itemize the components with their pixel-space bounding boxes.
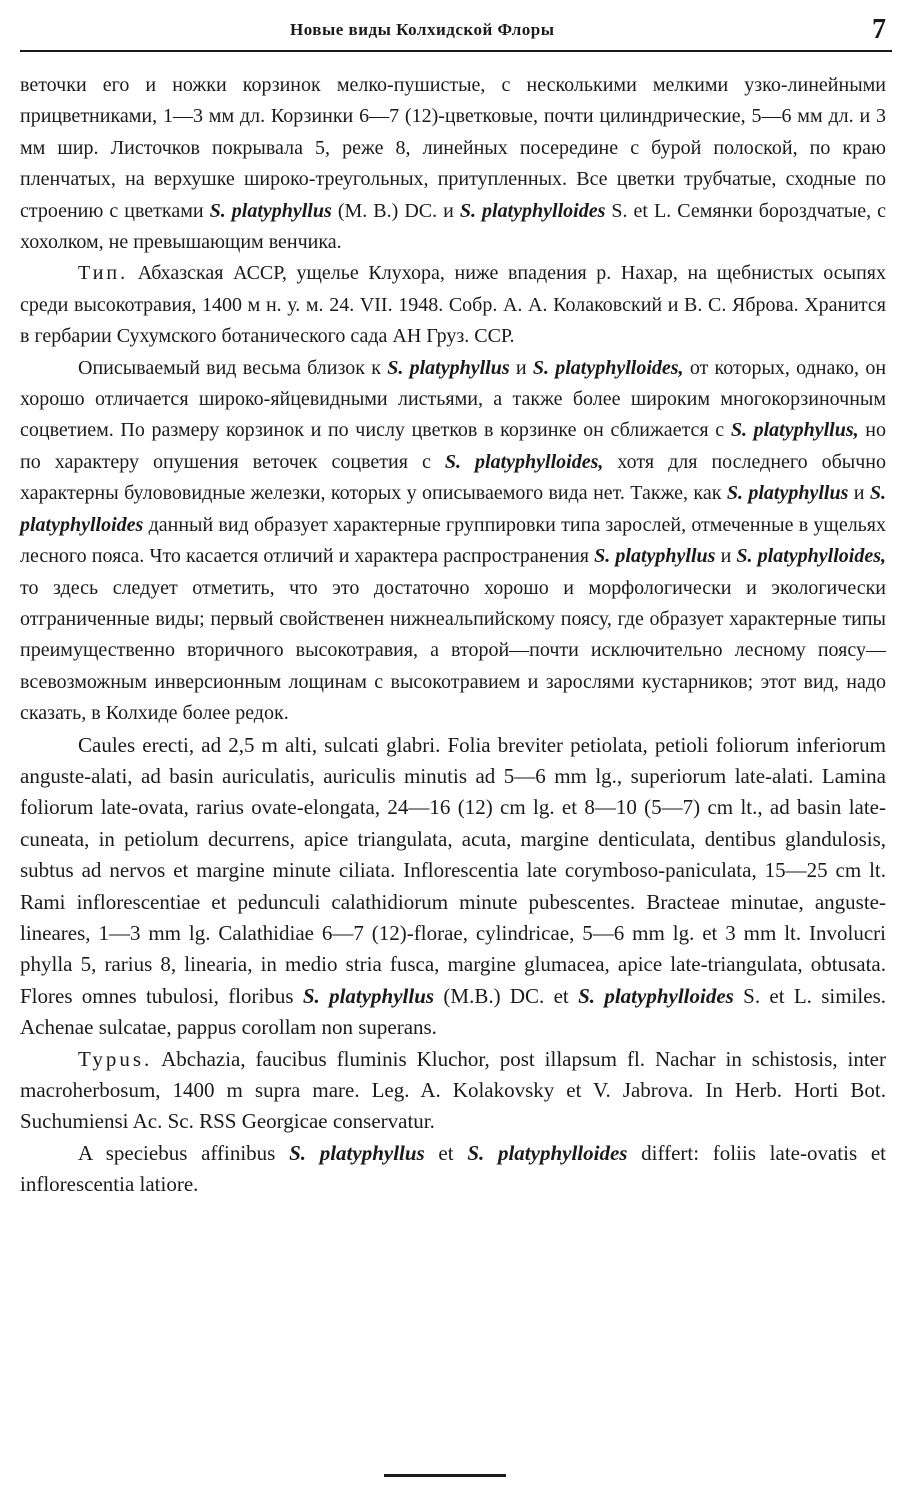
paragraph-p4 bbox=[20, 730, 886, 1044]
type-label: Тип. bbox=[78, 262, 129, 285]
text-segment: S. et L. Семянки бороздчатые, с хохолком, не превышающим венчика. bbox=[20, 199, 886, 254]
text-segment: Абхазская АССР, ущелье Клухора, ниже впадения р. Нахар, на щебнистых осыпях среди высокотравия, 1400 м н. у. м. 24. VII. 1948. Собр. А. А. Колаковский и В. С. Яброва. Хранится в гербарии Сухумского ботанического сада АН Груз. ССР. bbox=[20, 262, 886, 348]
species-name: S. platyphylloides, bbox=[736, 545, 886, 568]
text-segment: (M. B.) DC. и bbox=[331, 199, 460, 222]
species-name: S. platyphylloides bbox=[20, 482, 886, 536]
text-segment: хотя для последнего обычно характерны булововидные железки, которых у описываемого вида нет. Также, как bbox=[20, 450, 887, 505]
species-name: S. platyphyllus bbox=[594, 545, 716, 568]
text-segment: и bbox=[509, 356, 533, 379]
header-rule bbox=[20, 50, 892, 52]
text-segment: то здесь следует отметить, что это достаточно хорошо и морфологически и экологически отграниченные виды; первый свойственен нижнеальпийскому поясу, где образует характерные типы преимущественно вторичного высокотравия, а второй—почти исключительно лесному поясу—всевозможным инверсионным лощинам с высокотравием и зарослями кустарников; этот вид, надо сказать, в Колхиде более редок. bbox=[20, 576, 886, 725]
text-segment: веточки его и ножки корзинок мелко-пушистые, с несколькими мелкими узко-линейными прицветниками, 1—3 мм дл. Корзинки 6—7 (12)-цветковые, почти цилиндрические, 5—6 мм дл. и 3 мм шир. Листочков покрывала 5, реже 8, линейных посередине с бурой полоской, по краю пленчатых, на верхушке широко-треугольных, притупленных. Все цветки трубчатые, сходные по строению с цветками bbox=[20, 74, 886, 222]
species-name: S. platyphyllus bbox=[726, 482, 849, 505]
species-name: S. platyphyllus bbox=[209, 199, 332, 222]
paragraph-p2 bbox=[20, 258, 886, 352]
species-name: S. platyphylloides, bbox=[444, 450, 604, 473]
type-label: Typus. bbox=[78, 1046, 153, 1071]
text-segment: данный вид образует характерные группировки типа зарослей, отмеченные в ущельях лесного пояса. Что касается отличий и характера распространения bbox=[20, 513, 886, 568]
species-name: S. platyphyllus bbox=[302, 983, 435, 1008]
text-segment: Описываемый вид весьма близок к bbox=[78, 356, 388, 379]
species-name: S. platyphyllus bbox=[387, 356, 510, 379]
paragraph-p3 bbox=[20, 353, 886, 730]
species-name: S. platyphylloides bbox=[459, 199, 606, 222]
text-segment: и bbox=[715, 545, 737, 568]
text-segment: differt: foliis late-ovatis et inflorescentia latiore. bbox=[20, 1140, 887, 1197]
text-segment: S. et L. similes. Achenae sulcatae, pappus corollam non superans. bbox=[20, 983, 886, 1040]
page-number: 7 bbox=[872, 14, 886, 45]
page-header bbox=[20, 14, 892, 50]
species-name: S. platyphylloides bbox=[467, 1140, 628, 1165]
species-name: S. platyphyllus, bbox=[730, 419, 859, 442]
text-segment: A speciebus affinibus bbox=[78, 1140, 290, 1165]
paragraph-p5 bbox=[20, 1044, 886, 1138]
text-segment: и bbox=[848, 482, 870, 505]
paragraph-p1 bbox=[20, 70, 886, 258]
text-segment: (M.B.) DC. et bbox=[434, 983, 579, 1008]
text-segment: от которых, однако, он хорошо отличается широко-яйцевидными листьями, а также более широким многокорзиночным соцветием. По размеру корзинок и по числу цветков в корзинке он сближается с bbox=[20, 356, 887, 442]
species-name: S. platyphylloides bbox=[578, 983, 734, 1008]
text-segment: Abchazia, faucibus fluminis Kluchor, post illapsum fl. Nachar in schistosis, inter macroherbosum, 1400 m supra mare. Leg. A. Kolakovsky et V. Jabrova. In Herb. Horti Bot. Suchumiensi Ac. Sc. RSS Georgicae conservatur. bbox=[20, 1046, 886, 1134]
running-title: Новые виды Колхидской Флоры bbox=[290, 20, 555, 39]
species-name: S. platyphyllus bbox=[289, 1140, 425, 1165]
species-name: S. platyphylloides, bbox=[532, 356, 684, 379]
text-segment: et bbox=[424, 1140, 468, 1165]
footer-rule bbox=[384, 1474, 506, 1477]
article-body bbox=[20, 70, 886, 1201]
text-segment: Caules erecti, ad 2,5 m alti, sulcati glabri. Folia breviter petiolata, petioli foliorum inferiorum anguste-alati, ad basin auriculatis, auriculis minutis ad 5—6 mm lg., superiorum late-alati. Lamina foliorum late-ovata, rarius ovate-elongata, 24—16 (12) cm lg. et 8—10 (5—7) cm lt., ad basin late-cuneata, in petiolum decurrens, apice triangulata, acuta, margine denticulata, dentibus glandulosis, subtus ad nervos et margine minute ciliata. Inflorescentia late corymboso-paniculata, 15—25 cm lt. Rami inflorescentiae et pedunculi calathidiorum minute pubescentes. Bracteae minutae, anguste-lineares, 1—3 mm lg. Calathidiae 6—7 (12)-florae, cylindricae, 5—6 mm lg. et 3 mm lt. Involucri phylla 5, rarius 8, linearia, in medio stria fusca, margine glumacea, apice late-triangulata, obtusata. Flores omnes tubulosi, floribus bbox=[20, 732, 886, 1008]
text-segment: но по характеру опушения веточек соцветия с bbox=[20, 419, 886, 473]
paragraph-p6 bbox=[20, 1138, 886, 1201]
